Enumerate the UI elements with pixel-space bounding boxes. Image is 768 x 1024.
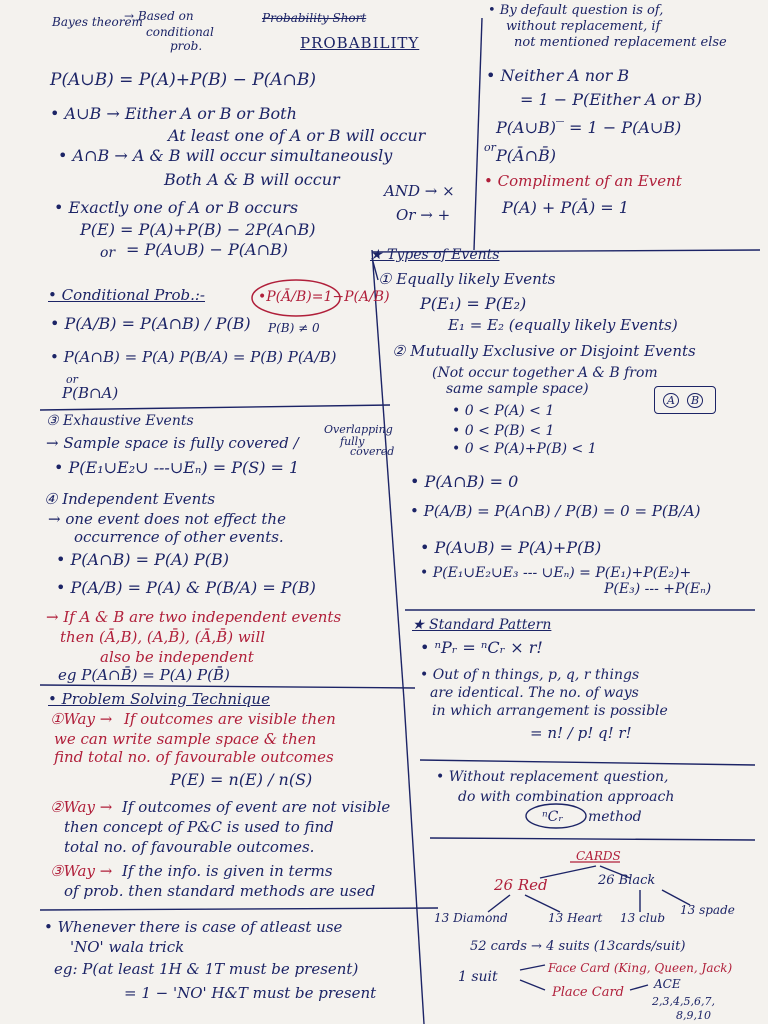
independent-complement-note-2: then (Ā,B), (A,B̄), (Ā,B̄) will (60, 628, 266, 646)
cards-diamond: 13 Diamond (434, 911, 508, 925)
complement-formula: P(A) + P(Ā) = 1 (502, 198, 629, 217)
exhaustive-definition: → Sample space is fully covered / (46, 434, 299, 452)
bayes-note-4: prob. (170, 39, 203, 53)
neither-or: or (484, 141, 496, 154)
me-conditional: • P(A/B) = P(A∩B) / P(B) = 0 = P(B/A) (410, 502, 701, 520)
default-note-2: without replacement, if (506, 19, 661, 34)
independent-heading: ④ Independent Events (44, 490, 216, 508)
way-two-text-3: total no. of favourable outcomes. (64, 838, 315, 856)
atleast-example: eg: P(at least 1H & 1T must be present) (54, 960, 359, 978)
neither-formula-2: P(A∪B)‾ = 1 − P(A∪B) (496, 118, 682, 137)
me-bound-a: • 0 < P(A) < 1 (452, 403, 555, 419)
atleast-trick: • Whenever there is case of atleast use (44, 918, 343, 936)
identical-things-2: are identical. The no. of ways (430, 685, 639, 701)
independent-definition: → one event does not effect the (48, 510, 286, 528)
way-one-label: ①Way → (50, 710, 113, 728)
or-plus-rule: Or → + (396, 206, 451, 224)
way-one-text-2: we can write sample space & then (54, 730, 317, 748)
atleast-example-2: = 1 − 'NO' H&T must be present (124, 984, 377, 1002)
mutually-exclusive-heading: ② Mutually Exclusive or Disjoint Events (392, 342, 696, 360)
exactly-one-formula: P(E) = P(A)+P(B) − 2P(A∩B) (80, 220, 316, 239)
independent-conditional: • P(A/B) = P(A) & P(B/A) = P(B) (56, 578, 316, 597)
complement-heading: • Compliment of an Event (484, 172, 682, 190)
multiplication-rule: • P(A∩B) = P(A) P(B/A) = P(B) P(A/B) (50, 348, 337, 366)
default-note-1: • By default question is of, (488, 3, 664, 18)
equally-likely-heading: ① Equally likely Events (378, 270, 556, 288)
cards-heading: CARDS (576, 849, 621, 863)
exactly-one-or: or (100, 245, 116, 261)
cards-spade: 13 spade (680, 903, 735, 917)
cards-numbers-2: 8,9,10 (676, 1009, 711, 1022)
aub-definition-2: At least one of A or B will occur (168, 126, 426, 145)
cards-club: 13 club (620, 911, 666, 925)
equally-likely-formula: P(E₁) = P(E₂) (420, 294, 527, 313)
exactly-one-formula-2: = P(A∪B) − P(A∩B) (126, 240, 289, 259)
cards-black: 26 Black (598, 873, 656, 888)
way-three-text-2: of prob. then standard methods are used (64, 882, 376, 900)
without-replacement-note-2: do with combination approach (458, 789, 675, 805)
independent-complement-note-3: also be independent (100, 648, 254, 666)
equally-likely-note: E₁ = E₂ (equally likely Events) (448, 316, 678, 334)
me-union-many-2: P(E₃) --- +P(Eₙ) (604, 581, 712, 597)
standard-pattern-heading: ★ Standard Pattern (412, 617, 552, 633)
and-times-rule: AND → × (384, 182, 455, 200)
anb-definition-2: Both A & B will occur (164, 170, 340, 189)
types-heading: ★ Types of Events (370, 247, 500, 263)
aub-definition: • A∪B → Either A or B or Both (50, 104, 297, 123)
me-bound-sum: • 0 < P(A)+P(B) < 1 (452, 441, 597, 457)
problem-solving-heading: • Problem Solving Technique (48, 690, 270, 708)
cards-face: Face Card (King, Queen, Jack) (548, 961, 733, 975)
venn-set-b: B (687, 393, 703, 408)
cards-numbers: 2,3,4,5,6,7, (652, 995, 715, 1008)
identical-formula: = n! / p! q! r! (530, 724, 632, 742)
me-union: • P(A∪B) = P(A)+P(B) (420, 538, 602, 557)
me-intersection: • P(A∩B) = 0 (410, 472, 519, 491)
without-replacement-note: • Without replacement question, (436, 769, 669, 785)
standard-permutation: • ⁿPᵣ = ⁿCᵣ × r! (420, 638, 543, 657)
way-two-text: If outcomes of event are not visible (122, 798, 391, 816)
way-one-text-3: find total no. of favourable outcomes (54, 748, 334, 766)
conditional-formula: • P(A/B) = P(A∩B) / P(B) (50, 314, 251, 333)
conditional-complement: •P(Ā/B)=1−P(A/B) (258, 289, 390, 305)
multiplication-or: or (66, 373, 78, 386)
default-note-3: not mentioned replacement else (514, 35, 727, 50)
exhaustive-heading: ③ Exhaustive Events (46, 413, 194, 429)
ncr-symbol: ⁿCᵣ (542, 809, 564, 825)
venn-set-a: A (663, 393, 679, 408)
cards-red: 26 Red (494, 876, 548, 894)
bayes-note: Bayes theorem (52, 15, 143, 29)
way-two-text-2: then concept of P&C is used to find (64, 818, 334, 836)
way-one-formula: P(E) = n(E) / n(S) (170, 770, 313, 789)
independent-complement-note: → If A & B are two independent events (46, 608, 342, 626)
union-formula: P(A∪B) = P(A)+P(B) − P(A∩B) (50, 70, 316, 90)
independent-definition-2: occurrence of other events. (74, 528, 284, 546)
page-title: PROBABILITY (300, 34, 420, 52)
exhaustive-covered: covered (350, 445, 395, 458)
disjoint-venn-box (654, 386, 716, 414)
independent-example: eg P(A∩B̄) = P(A) P(B̄) (58, 666, 230, 684)
cards-suits: 52 cards → 4 suits (13cards/suit) (470, 939, 686, 954)
cards-place: Place Card (552, 985, 624, 1000)
exhaustive-fully: fully (340, 435, 365, 448)
exhaustive-overlap: Overlapping (324, 423, 393, 436)
mutually-exclusive-note: (Not occur together A & B from (432, 365, 658, 381)
cards-one-suit: 1 suit (458, 969, 498, 985)
atleast-trick-2: 'NO' wala trick (70, 938, 185, 956)
me-bound-b: • 0 < P(B) < 1 (452, 423, 555, 439)
exactly-one-heading: • Exactly one of A or B occurs (54, 198, 299, 217)
anb-definition: • A∩B → A & B will occur simultaneously (58, 146, 393, 165)
cards-ace: ACE (654, 977, 681, 991)
conditional-condition: P(B) ≠ 0 (268, 321, 320, 335)
mutually-exclusive-note-2: same sample space) (446, 381, 589, 397)
way-one-text: If outcomes are visible then (124, 710, 336, 728)
identical-things: • Out of n things, p, q, r things (420, 667, 640, 683)
ncr-method: method (588, 809, 642, 825)
neither-formula: = 1 − P(Either A or B) (520, 90, 702, 109)
conditional-prob-heading: • Conditional Prob.:- (48, 286, 205, 304)
bayes-note-3: conditional (146, 25, 214, 39)
neither-formula-3: P(Ā∩B̄) (496, 146, 556, 165)
neither-heading: • Neither A nor B (486, 66, 630, 85)
way-three-text: If the info. is given in terms (122, 862, 333, 880)
scribble-heading: Probability Short (262, 11, 367, 25)
me-union-many: • P(E₁∪E₂∪E₃ --- ∪Eₙ) = P(E₁)+P(E₂)+ (420, 565, 692, 581)
identical-things-3: in which arrangement is possible (432, 703, 668, 719)
way-three-label: ③Way → (50, 862, 113, 880)
multiplication-rule-2: P(B∩A) (62, 384, 119, 402)
independent-formula: • P(A∩B) = P(A) P(B) (56, 550, 229, 569)
way-two-label: ②Way → (50, 798, 113, 816)
cards-heart: 13 Heart (548, 911, 603, 925)
bayes-note-2: → Based on (124, 9, 194, 23)
exhaustive-formula: • P(E₁∪E₂∪ ---∪Eₙ) = P(S) = 1 (54, 458, 300, 477)
